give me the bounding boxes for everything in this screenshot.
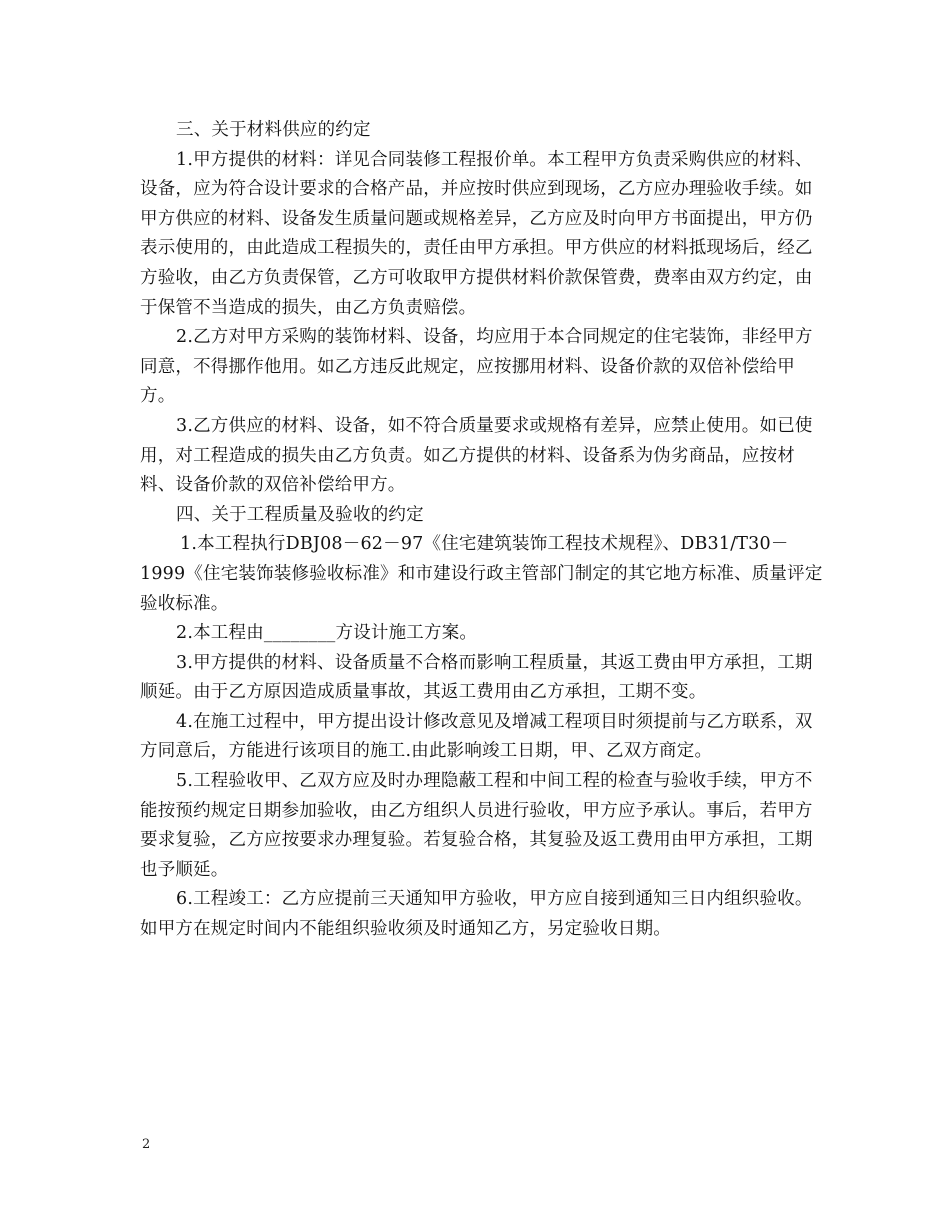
- paragraph-quality-1: 1.本工程执行DBJ08－62－97《住宅建筑装饰工程技术规程》、DB31/T30－1999《住宅装饰装修验收标准》和市建设行政主管部门制定的其它地方标准、质量评定验收标准。: [140, 534, 823, 614]
- paragraph-quality-4: 4.在施工过程中，甲方提出设计修改意见及增减工程项目时须提前与乙方联系，双方同意后，方能进行该项目的施工.由此影响竣工日期，甲、乙双方商定。: [140, 711, 813, 762]
- paragraph-materials-3: 3.乙方供应的材料、设备，如不符合质量要求或规格有差异，应禁止使用。如已使用，对工程造成的损失由乙方负责。如乙方提供的材料、设备系为伪劣商品，应按材料、设备价款的双倍补偿给甲方。: [140, 415, 813, 496]
- paragraph-materials-2: 2.乙方对甲方采购的装饰材料、设备，均应用于本合同规定的住宅装饰，非经甲方同意，不得挪作他用。如乙方违反此规定，应按挪用材料、设备价款的双倍补偿给甲方。: [140, 327, 813, 407]
- paragraph-quality-2: 2.本工程由________方设计施工方案。: [176, 623, 478, 644]
- paragraph-quality-3: 3.甲方提供的材料、设备质量不合格而影响工程质量，其返工费由甲方承担，工期顺延。由于乙方原因造成质量事故，其返工费用由乙方承担，工期不变。: [140, 652, 813, 703]
- section-heading-quality: 四、关于工程质量及验收的约定: [176, 504, 424, 525]
- document-body: [140, 116, 830, 945]
- paragraph-quality-6: 6.工程竣工：乙方应提前三天通知甲方验收，甲方应自接到通知三日内组织验收。如甲方在规定时间内不能组织验收须及时通知乙方，另定验收日期。: [140, 889, 813, 940]
- paragraph-materials-1: 1.甲方提供的材料：详见合同装修工程报价单。本工程甲方负责采购供应的材料、设备，应为符合设计要求的合格产品，并应按时供应到现场，乙方应办理验收手续。如甲方供应的材料、设备发生质量问题或规格差异，乙方应及时向甲方书面提出，甲方仍表示使用的，由此造成工程损失的，责任由甲方承担。甲方供应的材料抵现场后，经乙方验收，由乙方负责保管，乙方可收取甲方提供材料价款保管费，费率由双方约定，由于保管不当造成的损失，由乙方负责赔偿。: [140, 149, 813, 318]
- paragraph-quality-5: 5.工程验收甲、乙双方应及时办理隐蔽工程和中间工程的检查与验收手续，甲方不能按预约规定日期参加验收，由乙方组织人员进行验收，甲方应予承认。事后，若甲方要求复验，乙方应按要求办理复验。若复验合格，其复验及返工费用由甲方承担，工期也予顺延。: [140, 771, 813, 880]
- section-heading-materials: 三、关于材料供应的约定: [176, 120, 371, 140]
- page-number: 2: [142, 1137, 151, 1152]
